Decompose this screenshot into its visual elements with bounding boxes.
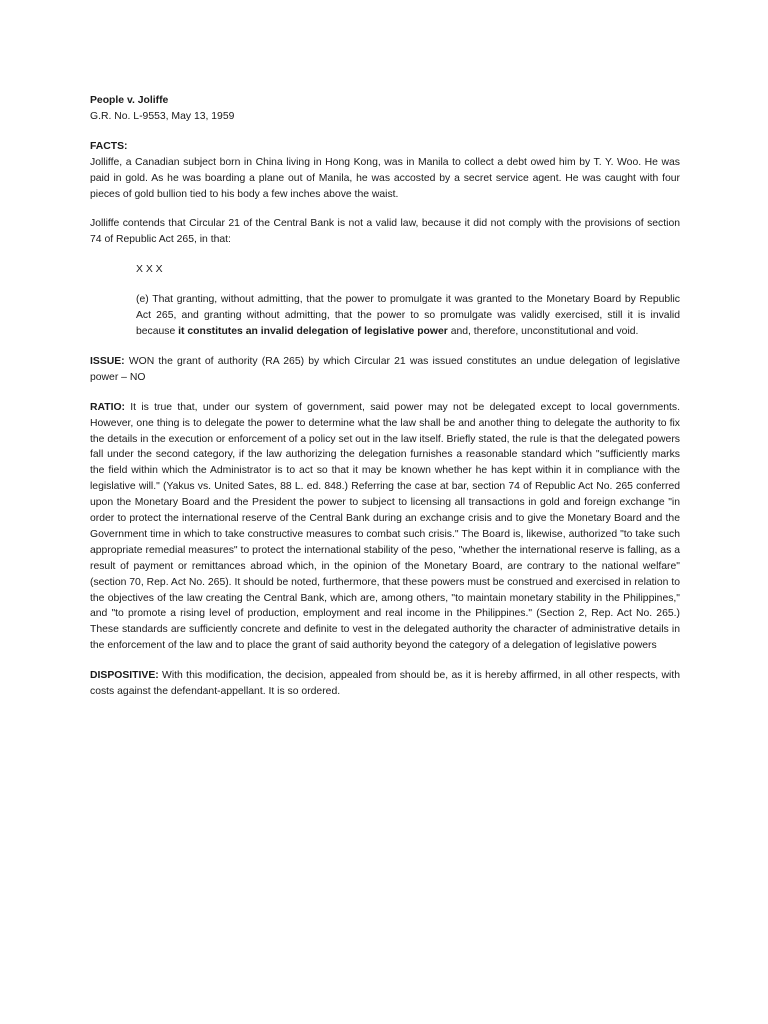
quote-text-bold: it constitutes an invalid delegation of legislative power [178, 325, 448, 337]
case-citation: G.R. No. L-9553, May 13, 1959 [90, 110, 235, 122]
quote-text-before: (e) That granting, without admitting, that the power to promulgate it was granted to the Monetary Board by Republic Act 265, and granting without admitting, that the power to so promulgate was validly exercised, still it is invalid because [136, 294, 680, 337]
document-page [90, 93, 680, 700]
ratio-paragraph [90, 400, 680, 655]
issue-text: WON the grant of authority (RA 265) by which Circular 21 was issued constitutes an undue delegation of legislative power – NO [90, 355, 680, 383]
ratio-label: RATIO: [90, 401, 126, 413]
quote-text-after: and, therefore, unconstitutional and void. [447, 325, 639, 337]
quoted-provision [136, 262, 680, 340]
dispositive-text: With this modification, the decision, appealed from should be, as it is hereby affirmed, in all other respects, with costs against the defendant-appellant. It is so ordered. [90, 670, 680, 698]
quote-text [136, 292, 680, 340]
facts-paragraph-2: Jolliffe contends that Circular 21 of the Central Bank is not a valid law, because it did not comply with the provisions of section 74 of Republic Act 265, in that: [90, 218, 680, 246]
facts-paragraph-1: Jolliffe, a Canadian subject born in China living in Hong Kong, was in Manila to collect a debt owed him by T. Y. Woo. He was paid in gold. As he was boarding a plane out of Manila, he was accosted by a secret service agent. He was caught with four pieces of gold bullion tied to his body a few inches above the waist. [90, 156, 680, 200]
dispositive-label: DISPOSITIVE: [90, 670, 159, 682]
quote-marker: X X X [136, 264, 163, 276]
dispositive-paragraph [90, 668, 680, 700]
issue-paragraph [90, 354, 680, 386]
issue-label: ISSUE: [90, 355, 125, 367]
ratio-text: It is true that, under our system of government, said power may not be delegated except to local governments. However, one thing is to delegate the power to determine what the law shall be and another thing to delegate the authority to fix the details in the execution or enforcement of a policy set out in the law itself. Briefly stated, the rule is that the delegated powers fall under the second category, if the law authorizing the delegation furnishes a reasonable standard which "sufficiently marks the field within which the Administrator is to act so that it may be known whether he has kept within it in compliance with the legislative will." (Yakus vs. United Sates, 88 L. ed. 848.) Referring the case at bar, section 74 of Republic Act No. 265 conferred upon the Monetary Board and the President the power to subject to licensing all transactions in gold and foreign exchange "in order to protect the international reserve of the Central Bank during an exchange crisis and to give the Monetary Board and the Government time in which to take constructive measures to combat such crisis." The Board is, likewise, authorized "to take such appropriate remedial measures" to protect the international stability of the peso, "whether the international reserve is falling, as a result of payment or remittances abroad which, in the opinion of the Monetary Board, are contrary to the national welfare" (section 70, Rep. Act No. 265). It should be noted, furthermore, that these powers must be construed and exercised in relation to the objectives of the law creating the Central Bank, which are, among others, "to maintain monetary stability in the Philippines," and "to promote a rising level of production, employment and real income in the Philippines." (Section 2, Rep. Act No. 265.) These standards are sufficiently concrete and definite to vest in the delegated authority the character of administrative details in the enforcement of the law and to place the grant of said authority beyond the category of a delegation of legislative powers [90, 401, 680, 652]
facts-heading: FACTS: [90, 140, 128, 152]
case-title: People v. Joliffe [90, 95, 169, 106]
